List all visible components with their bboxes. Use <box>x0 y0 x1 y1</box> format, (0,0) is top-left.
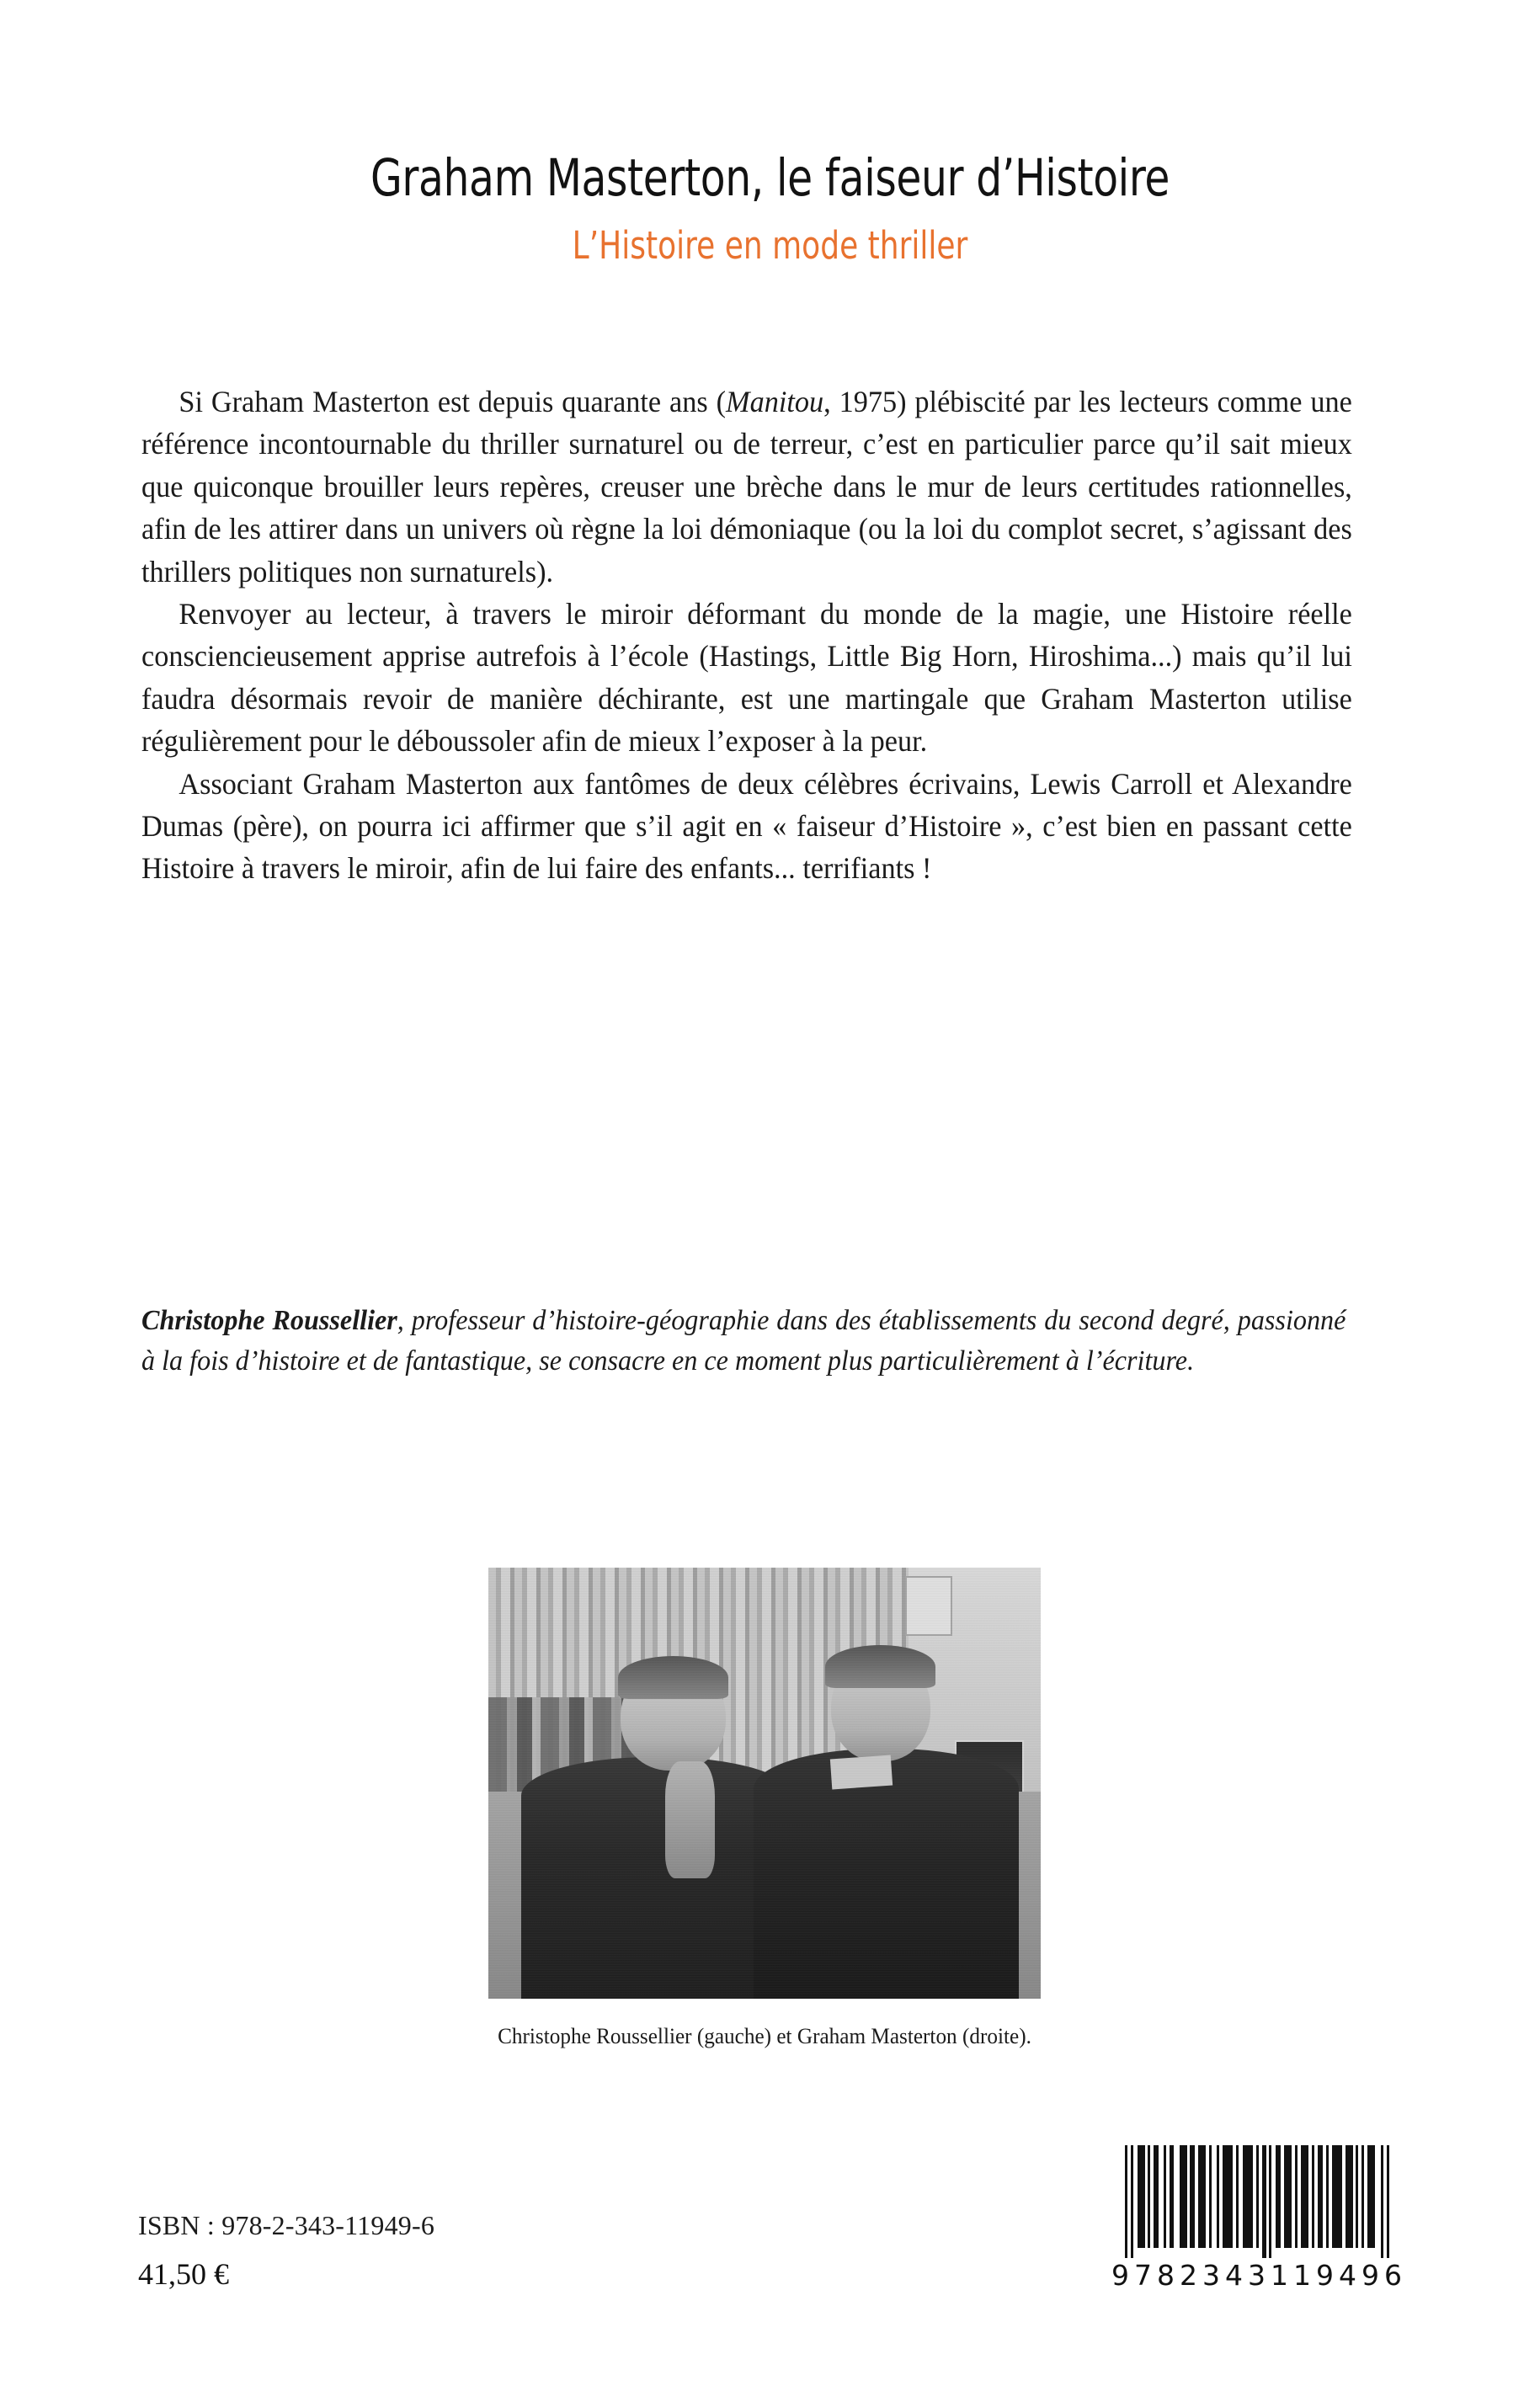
barcode-right-group: 119496 <box>1270 2259 1407 2292</box>
barcode-bars <box>1110 2145 1406 2258</box>
author-bio <box>141 1301 1346 1382</box>
title-block <box>0 150 1540 267</box>
price-text: 41,50 € <box>138 2257 229 2291</box>
photo-caption: Christophe Roussellier (gauche) et Graham Masterton (droite). <box>498 2024 1031 2048</box>
photo-hair-left <box>618 1656 728 1699</box>
photo-scarf <box>665 1761 715 1877</box>
author-photo-block <box>488 1568 1041 2049</box>
author-photo <box>488 1568 1041 1999</box>
author-bio-text: , professeur d’histoire-géographie dans des établissements du second degré, passionné à la fois d’histoire et de fantastique, se consacre en ce moment plus particulièrement à l’écriture. <box>141 1305 1346 1377</box>
photo-background-box <box>905 1576 952 1636</box>
blurb-paragraph-2: Renvoyer au lecteur, à travers le miroir déformant du monde de la magie, une Histoire réelle consciencieusement apprise autrefois à l’école (Hastings, Little Big Horn, Hiroshima...) mais qu’il lui faudra désormais revoir de manière déchirante, est une martingale que Graham Masterton utilise régulièrement pour le déboussoler afin de mieux l’exposer à la peur. <box>141 597 1352 759</box>
photo-person-left <box>521 1757 791 1999</box>
photo-hair-right <box>825 1645 935 1688</box>
isbn-text: ISBN : 978-2-343-11949-6 <box>138 2210 435 2240</box>
barcode-lead-digit: 9 <box>1111 2259 1131 2292</box>
photo-person-right <box>754 1749 1019 1999</box>
blurb-paragraph-1: Si Graham Masterton est depuis quarante ans (Manitou, 1975) plébiscité par les lecteurs comme une référence incontournable du thriller surnaturel ou de terreur, c’est en particulier parce qu’il sait mieux que quiconque brouiller leurs repères, creuser une brèche dans le mur de leurs certitudes rationnelles, afin de les attirer dans un univers où règne la loi démoniaque (ou la loi du complot secret, s’agissant des thrillers politiques non surnaturels). <box>141 385 1352 589</box>
page-subtitle: L’Histoire en mode thriller <box>572 223 968 269</box>
blurb-text <box>141 381 1396 890</box>
blurb-paragraph-3: Associant Graham Masterton aux fantômes de deux célèbres écrivains, Lewis Carroll et Alexandre Dumas (père), on pourra ici affirmer que s’il agit en « faiseur d’Histoire », c’est bien en passant cette Histoire à travers le miroir, afin de lui faire des enfants... terrifiants ! <box>141 766 1352 886</box>
author-name: Christophe Roussellier <box>141 1305 397 1336</box>
barcode <box>1110 2145 1406 2292</box>
barcode-left-group: 782343 <box>1134 2259 1271 2292</box>
work-title-manitou: Manitou <box>726 385 824 418</box>
page-title: Graham Masterton, le faiseur d’Histoire <box>370 148 1170 208</box>
photo-collar <box>830 1755 893 1790</box>
barcode-digits <box>1110 2259 1406 2292</box>
